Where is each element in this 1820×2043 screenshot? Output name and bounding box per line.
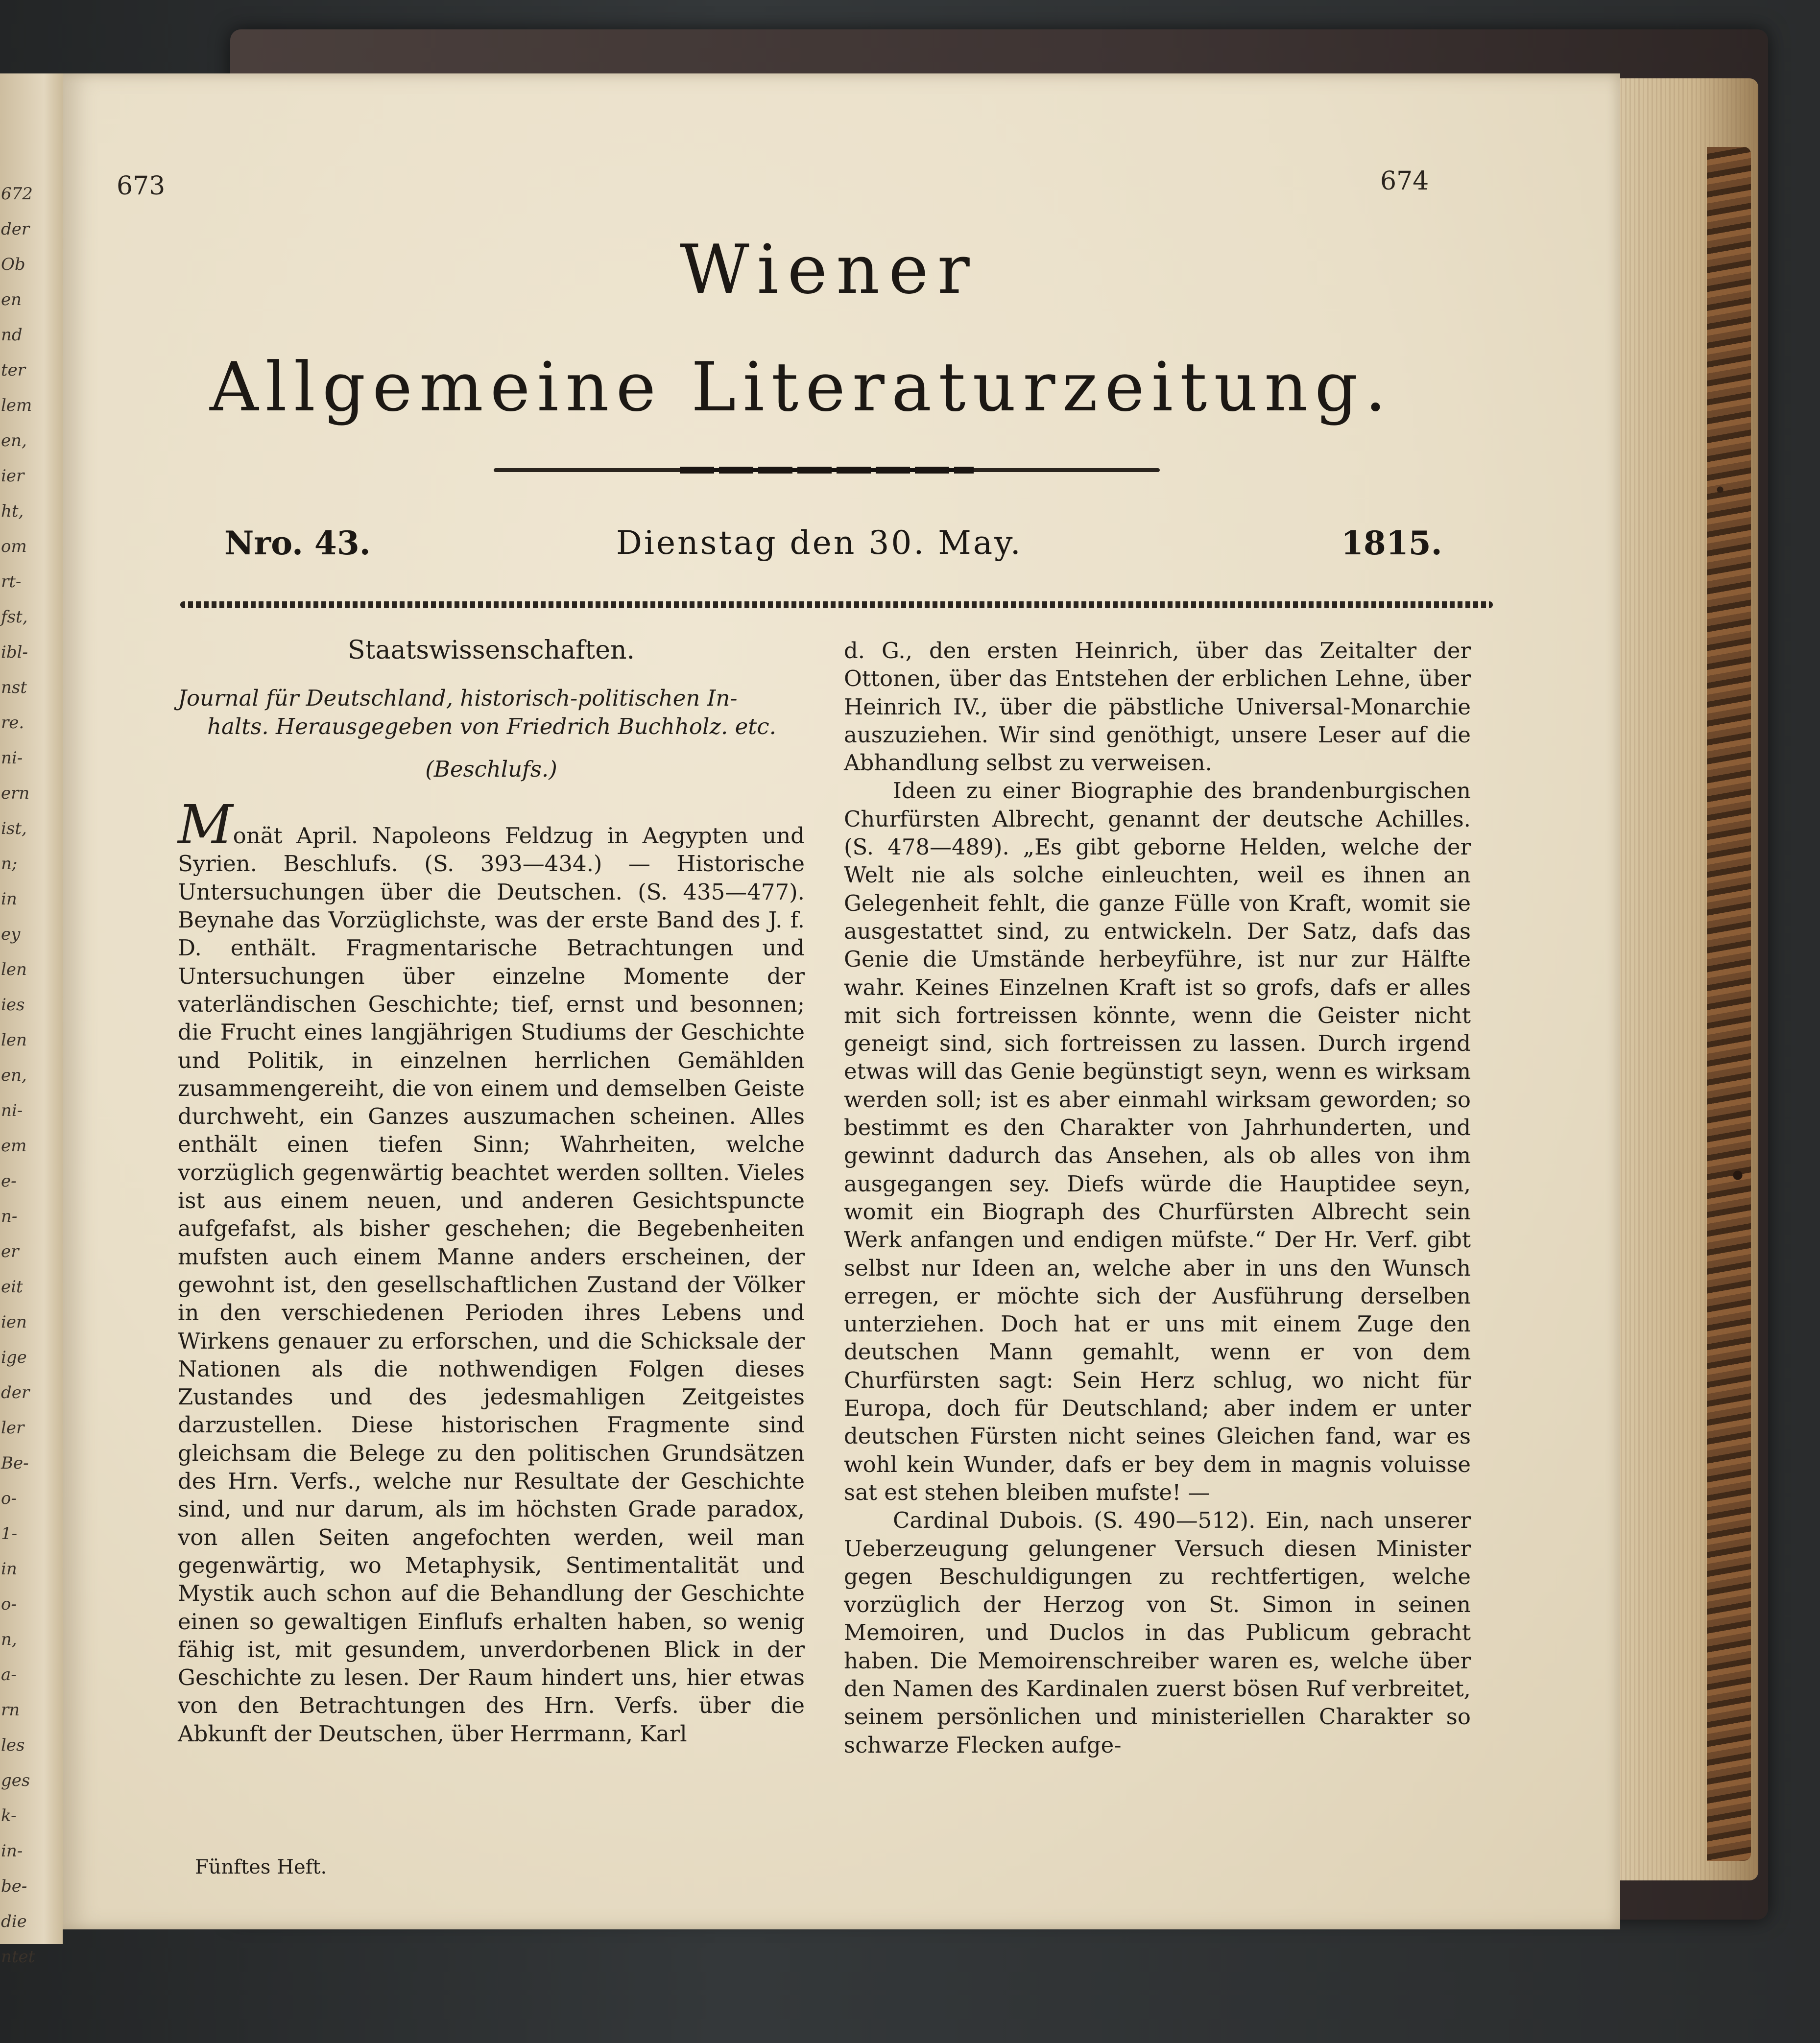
- facing-page-fragment: 1-: [1, 1524, 18, 1544]
- issue-date: Dienstag den 30. May.: [616, 524, 1023, 562]
- facing-page-fragment: be-: [1, 1877, 27, 1896]
- facing-page-fragment: rn: [1, 1700, 20, 1720]
- facing-page-fragment: ibl-: [1, 642, 28, 662]
- paragraph-albrecht: Ideen zu einer Biographie des brandenburgischen Churfürsten Albrecht, genannt der deutsche Achilles. (S. 478—489). „Es gibt geborne Helden, welche der Welt nie als solche einleuchten, weil es ihnen an Gelegenheit fehlt, die ganze Fülle von Kraft, womit sie ausgestattet sind, zu entwickeln. Der Satz, dafs das Genie die Umstände herbeyführe, ist nur zur Hälfte wahr. Keines Einzelnen Kraft ist so grofs, dafs er alles mit sich fortreissen könnte, wenn die Geister nicht geneigt sind, sich fortreissen zu lassen. Durch irgend etwas will das Genie begünstigt seyn, wenn es wirksam werden soll; ist es aber einmahl wirksam geworden; so bestimmt es den Charakter von Jahrhunderten, und gewinnt dadurch das Ansehen, als ob alles von ihm ausgegangen sey. Diefs würde die Hauptidee seyn, womit ein Biograph des Churfürsten Albrecht sein Werk anfangen und endigen müfste.“ Der Hr. Verf. gibt selbst nur Ideen an, welche aber in uns den Wunsch erregen, er möchte sich der Ausführung derselben unterziehen. Doch hat er uns mit einem Zuge den deutschen Mann gemahlt, wenn er von dem Churfürsten sagt: Sein Herz schlug, wo nicht für Europa, doch für Deutschland; aber indem er unter deutschen Fürsten nicht seines Gleichen fand, war es wohl kein Wunder, dafs er bey dem in magnis voluisse sat est stehen bleiben mufste! —: [844, 778, 1471, 1505]
- facing-page-fragment: len: [1, 960, 27, 979]
- facing-page-fragment: em: [1, 1136, 27, 1156]
- facing-page-fragment: Ob: [1, 255, 25, 274]
- facing-page-fragment: er: [1, 1242, 19, 1261]
- facing-page-fragment: len: [1, 1030, 27, 1050]
- facing-page-fragment: ler: [1, 1418, 24, 1438]
- right-column: [844, 637, 1471, 1759]
- facing-page-fragment: ern: [1, 784, 30, 803]
- masthead-line-2: Allgemeine Literaturzeitung.: [210, 348, 1393, 427]
- facing-page-fragment: lem: [1, 396, 32, 415]
- journal-title-line-1: Journal für Deutschland, historisch-politischen In-: [178, 685, 738, 712]
- facing-page-fragment: ige: [1, 1348, 27, 1367]
- facing-page-fragment: n,: [1, 1630, 17, 1649]
- facing-page-fragment: rt-: [1, 572, 22, 592]
- facing-page-fragment: der: [1, 1383, 30, 1402]
- facing-page-fragment: ntet: [1, 1947, 35, 1967]
- masthead-line-1: Wiener: [680, 230, 979, 309]
- left-column: [178, 637, 805, 1748]
- signature-footer: Fünftes Heft.: [195, 1856, 327, 1878]
- drop-cap: M: [178, 793, 233, 856]
- facing-page-fragment: eit: [1, 1277, 23, 1297]
- wavy-divider: [180, 601, 1493, 608]
- facing-page-fragment: die: [1, 1912, 27, 1931]
- masthead-rule: [494, 468, 1160, 472]
- facing-page-fragment: om: [1, 537, 27, 556]
- facing-page-fragment: e-: [1, 1171, 17, 1191]
- facing-page-fragment: ter: [1, 360, 26, 380]
- facing-page-fragment: ier: [1, 466, 24, 486]
- facing-page-fragment: ht,: [1, 501, 24, 521]
- facing-page-fragment: nst: [1, 678, 27, 697]
- facing-page-fragment: ni-: [1, 748, 23, 768]
- facing-page-fragment: les: [1, 1735, 25, 1755]
- facing-page-fragment: in: [1, 1559, 17, 1579]
- section-heading: Staatswissenschaften.: [347, 636, 635, 665]
- article-body-text: onät April. Napoleons Feldzug in Aegypten und Syrien. Beschlufs. (S. 393—434.) — Historische Untersuchungen über die Deutschen. (S. 435—477). Beynahe das Vorzüglichste, was der erste Band des J. f. D. enthält. Fragmentarische Betrachtungen und Untersuchungen über einzelne Momente der vaterländischen Geschichte; tief, ernst und besonnen; die Frucht eines langjährigen Studiums der Geschichte und Politik, in einzelnen herrlichen Gemählden zusammengereiht, die von einem und demselben Geiste durchweht, ein Ganzes auszumachen scheinen. Alles enthält einen tiefen Sinn; Wahrheiten, welche vorzüglich gegenwärtig beachtet werden sollten. Vieles ist aus einem neuen, und anderen Gesichtspuncte aufgefafst, als bisher geschehen; die Begebenheiten mufsten auch einem Manne anders erscheinen, der gewohnt ist, den gesellschaftlichen Zustand der Völker in den verschiedenen Perioden ihres Lebens und Wirkens genauer zu erforschen, und die Schicksale der Nationen als die nothwendigen Folgen dieses Zustandes und des jedesmahligen Zeitgeistes darzustellen. Diese historischen Fragmente sind gleichsam die Belege zu den politischen Grundsätzen des Hrn. Verfs., welche nur Resultate der Geschichte sind, und nur darum, als im höchsten Grade paradox, von allen Seiten angefochten werden, weil man gegenwärtig, wo Metaphysik, Sentimentalität und Mystik auch schon auf die Behandlung der Geschichte einen so gewaltigen Einflufs erhalten haben, so wenig fähig ist, mit gesundem, unverdorbenen Blick in der Geschichte zu lesen. Der Raum hindert uns, hier etwas von den Betrachtungen des Hrn. Verfs. über die Abkunft der Deutschen, über Herrmann, Karl: [178, 823, 805, 1747]
- facing-page-fragment: fst,: [1, 607, 28, 627]
- facing-page-fragment: ien: [1, 1312, 27, 1332]
- facing-page-fragment: Be-: [1, 1453, 29, 1473]
- facing-page-fragment: re.: [1, 713, 24, 733]
- newspaper-page: [63, 73, 1620, 1929]
- facing-page-text-fragments: [1, 176, 60, 1974]
- facing-page-fragment: a-: [1, 1665, 17, 1685]
- facing-page-fragment: in: [1, 889, 17, 909]
- facing-page-fragment: nd: [1, 325, 23, 345]
- page-number-right: 674: [1380, 166, 1429, 196]
- facing-page-fragment: 672: [1, 184, 33, 204]
- article-body: [178, 793, 805, 1748]
- facing-page-fragment: ni-: [1, 1101, 23, 1120]
- facing-page-fragment: ges: [1, 1771, 30, 1790]
- facing-page-fragment: en,: [1, 1066, 27, 1085]
- issue-year: 1815.: [1341, 524, 1442, 562]
- facing-page-fragment: en,: [1, 431, 27, 451]
- paragraph-dubois: Cardinal Dubois. (S. 490—512). Ein, nach unserer Ueberzeugung gelungener Versuch diesen Minister gegen Beschuldigungen zu rechtfertigen, welche vorzüglich der Herzog von St. Simon in seinen Memoiren, und Duclos in das Publicum gebracht haben. Die Memoirenschreiber waren es, welche über den Namen des Kardinalen zuerst bösen Ruf verbreitet, seinem persönlichen und ministeriellen Charakter so schwarze Flecken aufge-: [844, 1507, 1471, 1758]
- facing-page-fragment: o-: [1, 1489, 17, 1508]
- facing-page-fragment: en: [1, 290, 22, 309]
- journal-title-line-2: halts. Herausgegeben von Friedrich Buchholz. etc.: [207, 713, 776, 739]
- facing-page-fragment: n;: [1, 854, 18, 874]
- facing-page-fragment: ist,: [1, 819, 27, 838]
- page-number-left: 673: [117, 171, 166, 201]
- facing-page: [0, 73, 63, 1967]
- facing-page-fragment: in-: [1, 1841, 23, 1861]
- marbled-cover-edge: [1707, 147, 1751, 1861]
- facing-page-fragment: der: [1, 219, 30, 239]
- facing-page-fragment: ies: [1, 995, 25, 1015]
- paragraph-continuation: d. G., den ersten Heinrich, über das Zeitalter der Ottonen, über das Entstehen der erblichen Lehne, über Heinrich IV., über die päbstliche Universal-Monarchie auszuziehen. Wir sind genöthigt, unsere Leser auf die Abhandlung selbst zu verweisen.: [844, 638, 1471, 776]
- facing-page-fragment: n-: [1, 1207, 18, 1226]
- facing-page-fragment: k-: [1, 1806, 17, 1826]
- continued-note: (Beschlufs.): [425, 756, 557, 782]
- issue-number: Nro. 43.: [224, 524, 371, 562]
- facing-page-fragment: o-: [1, 1594, 17, 1614]
- facing-page-fragment: ey: [1, 925, 21, 944]
